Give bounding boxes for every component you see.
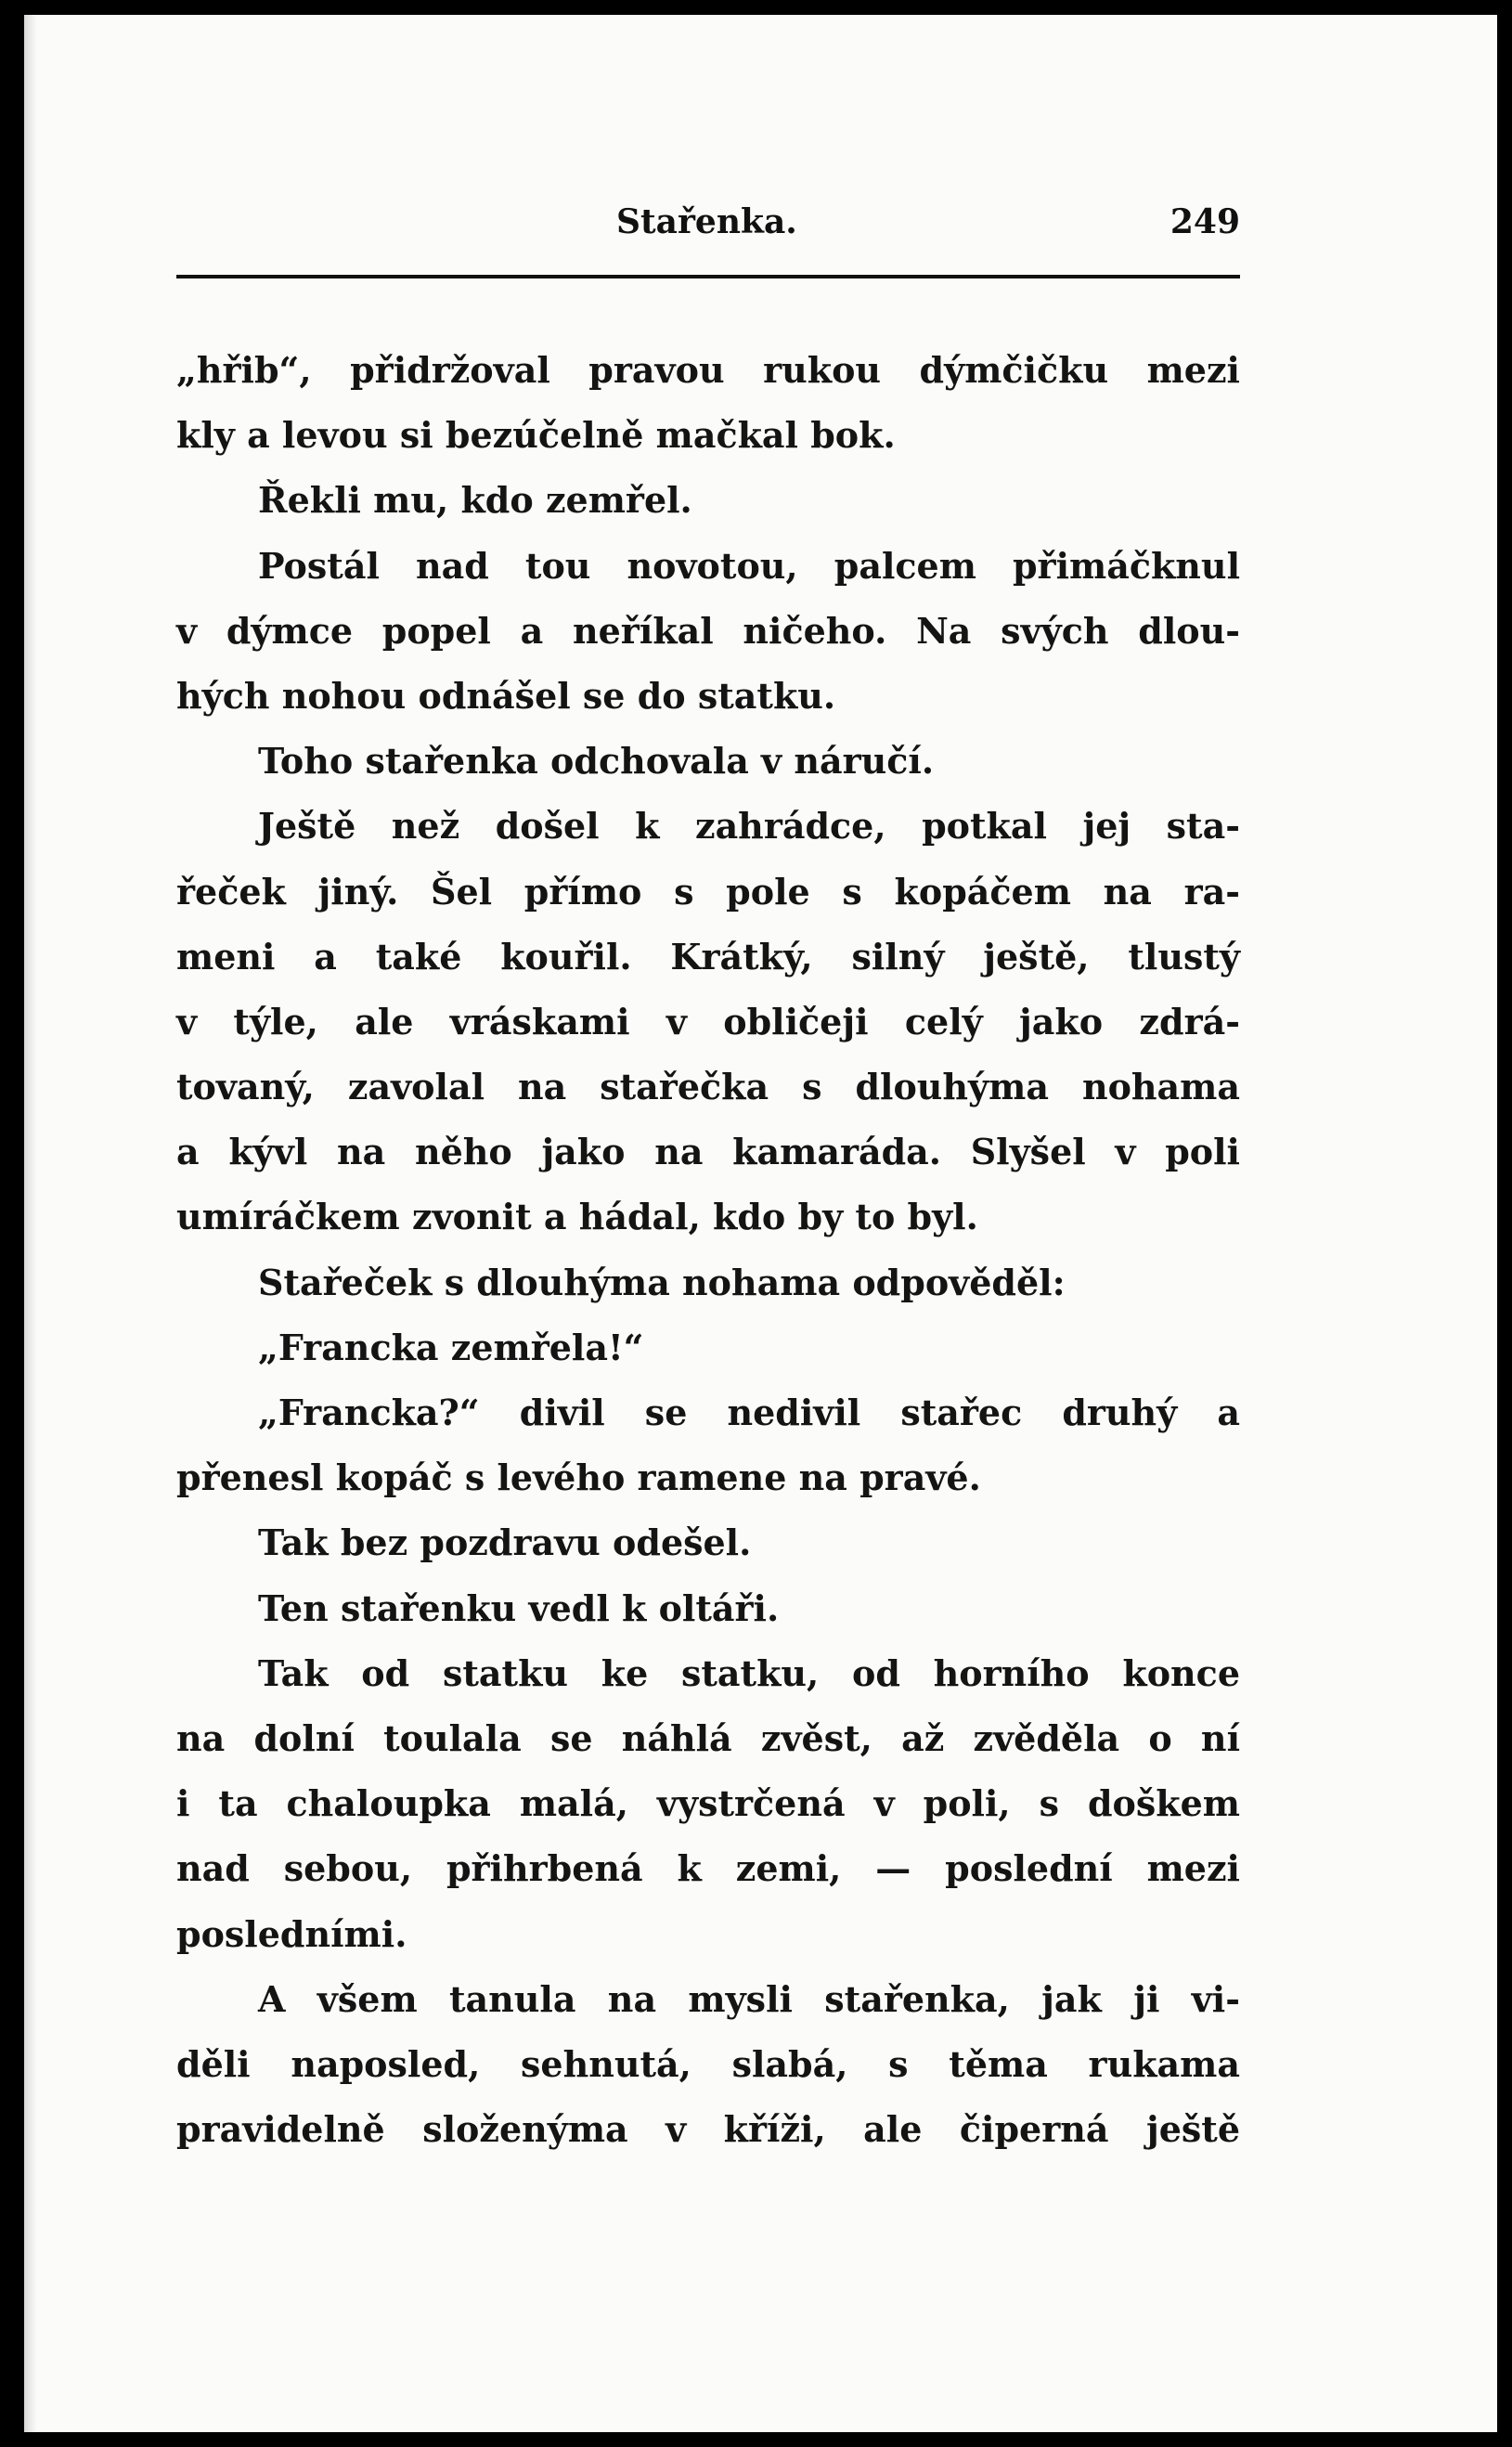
text-line: Ještě než došel k zahrádce, potkal jej sta-	[258, 805, 1240, 848]
text-line: Tak bez pozdravu odešel.	[258, 1521, 752, 1564]
text-line: Postál nad tou novotou, palcem přimáčknul	[258, 544, 1240, 587]
header-rule	[176, 275, 1240, 278]
text-line: meni a také kouřil. Krátký, silný ještě, tlustý	[176, 935, 1240, 978]
text-line: „Francka?“ divil se nedivil stařec druhý a	[258, 1392, 1240, 1433]
text-line: na dolní toulala se náhlá zvěst, až zvěděla o ní	[176, 1716, 1240, 1759]
text-line: „Francka zemřela!“	[258, 1326, 644, 1368]
text-line: v dýmce popel a neříkal ničeho. Na svých dlou-	[176, 609, 1240, 652]
text-line: umíráčkem zvonit a hádal, kdo by to byl.	[176, 1196, 978, 1238]
text-line: hých nohou odnášel se do statku.	[176, 674, 836, 717]
text-line: pravidelně složenýma v kříži, ale čiperná ještě	[176, 2108, 1240, 2151]
text-line: Tak od statku ke statku, od horního konce	[258, 1651, 1240, 1694]
text-line: Stařeček s dlouhýma nohama odpověděl:	[258, 1261, 1066, 1303]
text-line: řeček jiný. Šel přímo s pole s kopáčem na ra-	[176, 870, 1240, 913]
text-line: „hřib“, přidržoval pravou rukou dýmčičku mezi	[176, 349, 1240, 391]
text-line: kly a levou si bezúčelně mačkal bok.	[176, 414, 896, 457]
text-line: Toho stařenka odchovala v náručí.	[258, 740, 935, 783]
page-edge	[24, 15, 37, 2432]
text-line: přenesl kopáč s levého ramene na pravé.	[176, 1457, 981, 1499]
text-line: a kývl na něho jako na kamaráda. Slyšel v poli	[176, 1131, 1240, 1173]
text-line: i ta chaloupka malá, vystrčená v poli, s doškem	[176, 1782, 1240, 1825]
text-line: posledními.	[176, 1912, 407, 1955]
text-line: A všem tanula na mysli stařenka, jak ji vi-	[258, 1977, 1240, 2020]
running-head	[176, 202, 1240, 258]
text-line: tovaný, zavolal na stařečka s dlouhýma nohama	[176, 1066, 1240, 1108]
book-page	[24, 15, 1497, 2432]
page-number: 249	[1170, 202, 1240, 241]
text-line: v týle, ale vráskami v obličeji celý jako zdrá-	[176, 1000, 1240, 1042]
text-line: nad sebou, přihrbená k zemi, — poslední mezi	[176, 1847, 1240, 1890]
body-text	[176, 338, 1240, 2162]
text-line: Řekli mu, kdo zemřel.	[258, 479, 692, 522]
text-line: děli naposled, sehnutá, slabá, s těma rukama	[176, 2042, 1240, 2085]
text-line: Ten stařenku vedl k oltáři.	[258, 1586, 780, 1629]
running-title: Stařenka.	[616, 202, 797, 241]
